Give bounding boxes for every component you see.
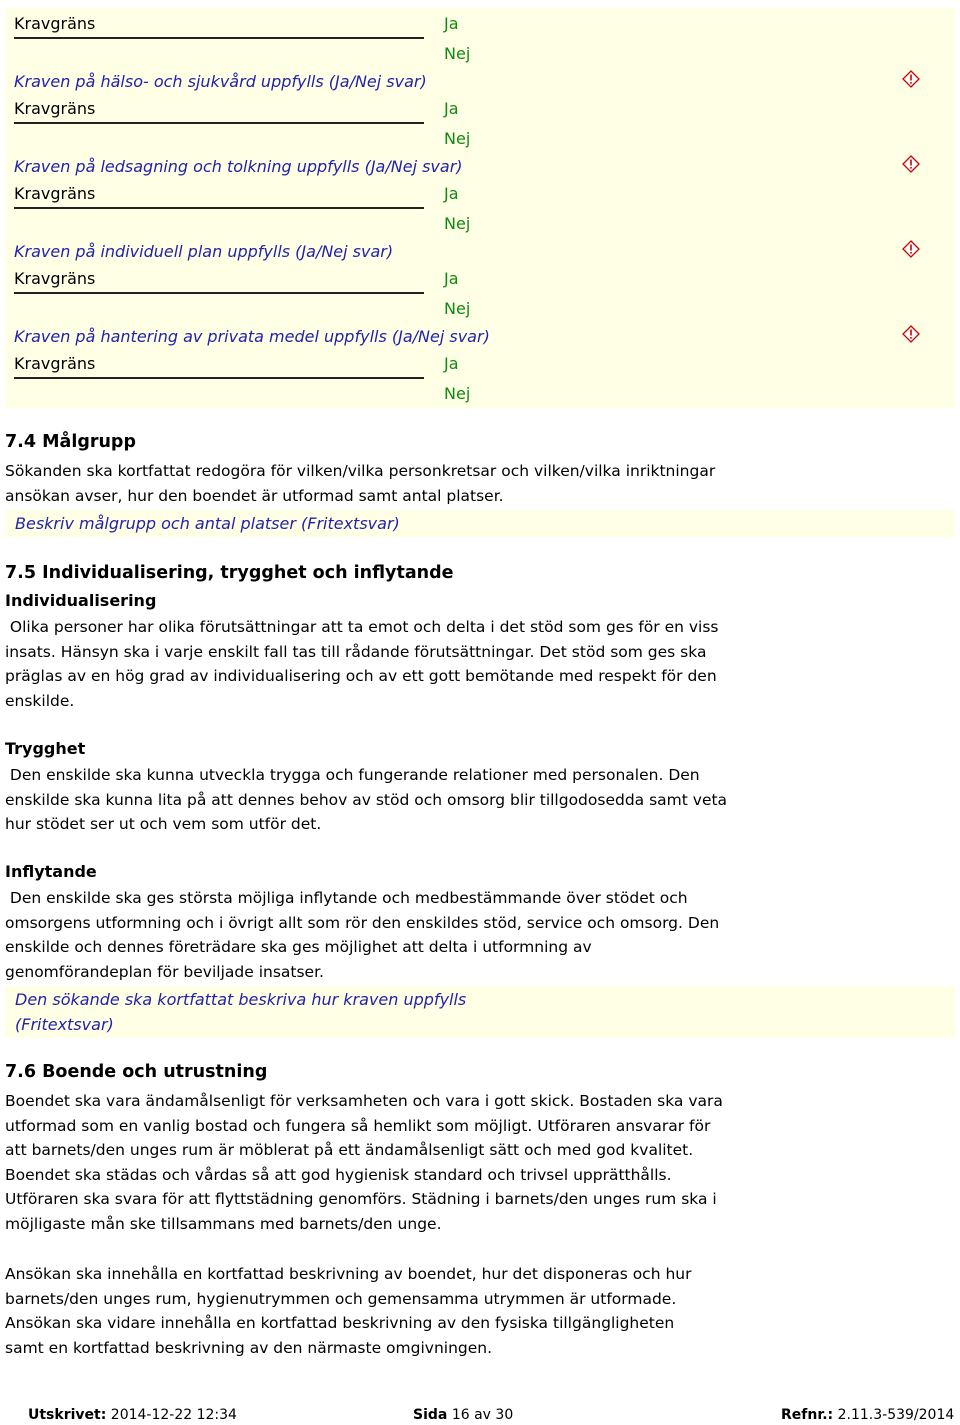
body-line: barnets/den unges rum, hygienutrymmen och gemensamma utrymmen är utformade. [5, 1289, 677, 1308]
requirement-text: Kraven på ledsagning och tolkning uppfylls (Ja/Nej svar) [14, 157, 463, 176]
body-line: ansökan avser, hur den boendet är utformad samt antal platser. [5, 486, 504, 505]
free-text-field[interactable] [5, 986, 955, 1038]
body-line: genomförandeplan för beviljade insatser. [5, 962, 324, 981]
body-line: utformad som en vanlig bostad och fungera så hemlikt som möjligt. Utföraren ansvarar för [5, 1116, 711, 1135]
answer-line [14, 207, 424, 209]
body-line: Utföraren ska svara för att flyttstädning genomförs. Städning i barnets/den unges rum ska i [5, 1190, 717, 1208]
body-line: Den enskilde ska kunna utveckla trygga och fungerande relationer med personalen. Den [5, 766, 700, 784]
ref-value: 2.11.3-539/2014 [837, 1407, 955, 1423]
option-ja[interactable]: Ja [444, 354, 459, 373]
kravgrans-label: Kravgräns [14, 269, 96, 288]
paragraph-individualisering [5, 615, 785, 713]
requirement-text: Kraven på individuell plan uppfylls (Ja/Nej svar) [14, 242, 394, 261]
kravgrans-label: Kravgräns [14, 99, 96, 118]
page-number: 16 [451, 1407, 470, 1423]
option-nej[interactable]: Nej [444, 384, 471, 403]
section-heading-7-5: 7.5 Individualisering, trygghet och inflytande [5, 563, 454, 583]
kravgrans-label: Kravgräns [14, 354, 96, 373]
free-text-prompt: (Fritextsvar) [15, 1015, 114, 1034]
warning-icon [902, 155, 920, 173]
section-body-7-4 [5, 459, 785, 508]
page-of: av [474, 1407, 491, 1423]
option-nej[interactable]: Nej [444, 44, 471, 63]
paragraph-inflytande [5, 886, 785, 984]
paragraph-trygghet [5, 763, 785, 837]
body-line: möjligaste mån ske tillsammans med barnets/den unge. [5, 1214, 442, 1233]
option-nej[interactable]: Nej [444, 299, 471, 318]
option-ja[interactable]: Ja [444, 99, 459, 118]
kravgrans-label: Kravgräns [14, 14, 96, 33]
option-nej[interactable]: Nej [444, 129, 471, 148]
answer-line [14, 37, 424, 39]
footer-ref [781, 1407, 954, 1423]
printed-value: 2014-12-22 12:34 [110, 1407, 237, 1423]
ref-label: Refnr.: [781, 1407, 834, 1423]
body-line: Sökanden ska kortfattat redogöra för vilken/vilka personkretsar och vilken/vilka inriktningar [5, 462, 716, 480]
body-line: Ansökan ska innehålla en kortfattad beskrivning av boendet, hur det disponeras och hur [5, 1265, 692, 1283]
warning-icon [902, 325, 920, 343]
free-text-prompt: Beskriv målgrupp och antal platser (Fritextsvar) [15, 514, 400, 533]
option-ja[interactable]: Ja [444, 184, 459, 203]
subheading-trygghet: Trygghet [5, 739, 86, 758]
requirement-text: Kraven på hälso- och sjukvård uppfylls (Ja/Nej svar) [14, 72, 427, 91]
subheading-individualisering: Individualisering [5, 591, 157, 610]
printed-label: Utskrivet: [28, 1407, 107, 1423]
body-line: att barnets/den unges rum är möblerat på ett ändamålsenligt sätt och med god kvalitet. [5, 1141, 694, 1159]
footer-printed [28, 1407, 237, 1423]
body-line: hur stödet ser ut och vem som utför det. [5, 815, 322, 833]
body-line: insats. Hänsyn ska i varje enskilt fall tas till rådande förutsättningar. Det stöd som ges ska [5, 642, 707, 661]
warning-icon [902, 240, 920, 258]
section-heading-7-4: 7.4 Målgrupp [5, 432, 136, 452]
answer-line [14, 122, 424, 124]
body-line: enskilde ska kunna lita på att dennes behov av stöd och omsorg blir tillgodosedda samt veta [5, 790, 728, 809]
footer-page [413, 1407, 513, 1423]
body-line: Den enskilde ska ges största möjliga inflytande och medbestämmande över stödet och [5, 889, 688, 907]
free-text-prompt: Den sökande ska kortfattat beskriva hur kraven uppfylls [15, 990, 467, 1009]
page-total: 30 [495, 1407, 514, 1423]
body-line: Ansökan ska vidare innehålla en kortfattad beskrivning av den fysiska tillgängligheten [5, 1314, 675, 1332]
answer-line [14, 292, 424, 294]
requirement-text: Kraven på hantering av privata medel uppfylls (Ja/Nej svar) [14, 327, 490, 346]
warning-icon [902, 70, 920, 88]
free-text-field[interactable] [5, 510, 955, 537]
body-line: samt en kortfattad beskrivning av den närmaste omgivningen. [5, 1338, 493, 1357]
option-ja[interactable]: Ja [444, 14, 459, 33]
kravgrans-label: Kravgräns [14, 184, 96, 203]
answer-line [14, 377, 424, 379]
body-line: omsorgens utformning och i övrigt allt som rör den enskildes stöd, service och omsorg. Den [5, 913, 720, 932]
body-line: Boendet ska vara ändamålsenligt för verksamheten och vara i gott skick. Bostaden ska vara [5, 1092, 723, 1110]
paragraph-boende [5, 1089, 785, 1236]
body-line: Boendet ska städas och vårdas så att god hygienisk standard och trivsel upprätthålls. [5, 1165, 672, 1184]
option-ja[interactable]: Ja [444, 269, 459, 288]
body-line: präglas av en hög grad av individualisering och av ett gott bemötande med respekt för den [5, 667, 717, 685]
subheading-inflytande: Inflytande [5, 862, 97, 881]
body-line: enskilde och dennes företrädare ska ges möjlighet att delta i utformning av [5, 938, 592, 956]
body-line: Olika personer har olika förutsättningar att ta emot och delta i det stöd som ges för en viss [5, 618, 719, 636]
page-label: Sida [413, 1407, 448, 1423]
section-heading-7-6: 7.6 Boende och utrustning [5, 1062, 268, 1082]
paragraph-ansokan [5, 1262, 785, 1360]
body-line: enskilde. [5, 691, 75, 710]
option-nej[interactable]: Nej [444, 214, 471, 233]
